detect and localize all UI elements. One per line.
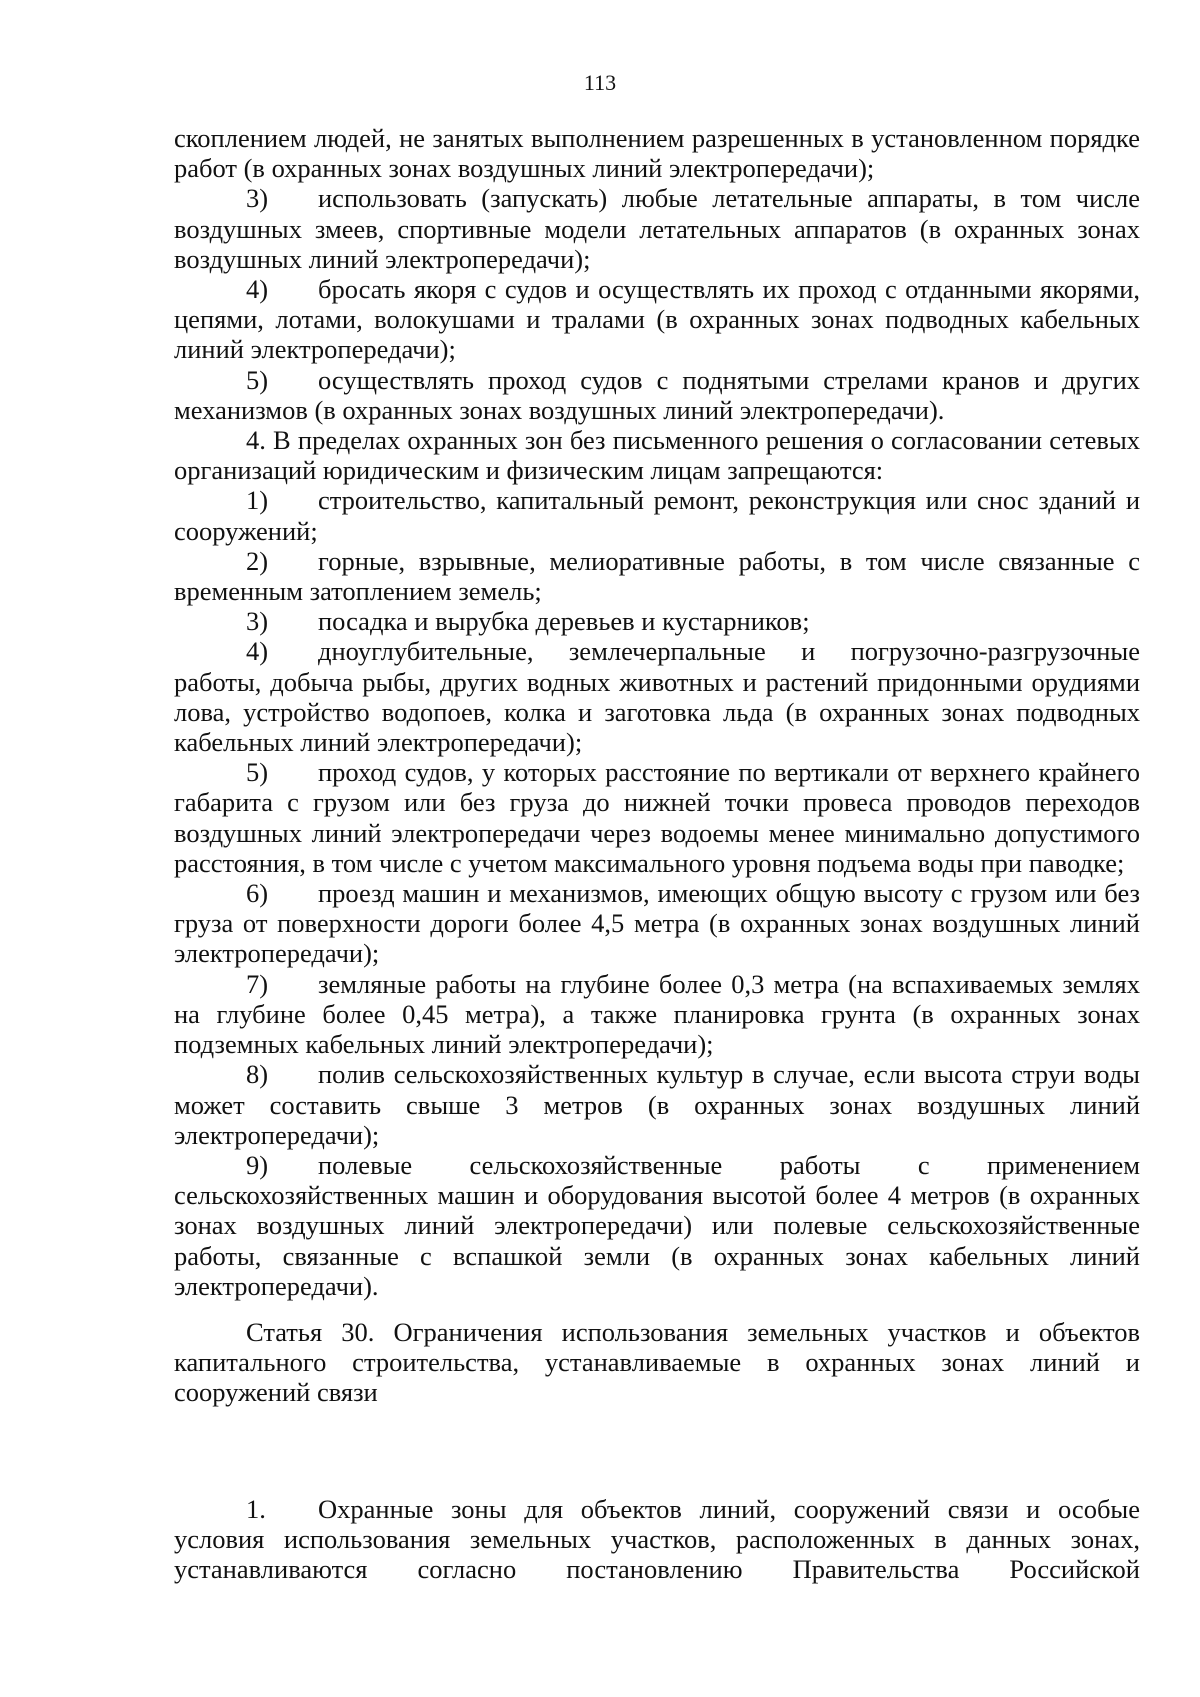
document-body (174, 123, 1140, 1585)
list-item-text: проход судов, у которых расстояние по вертикали от верхнего крайнего габарита с грузом или без груза до нижней точки провеса проводов переходов воздушных линий электропередачи через водоемы менее минимально допустимого расстояния, в том числе с учетом максимального уровня подъема воды при паводке; (174, 757, 1140, 878)
list-item (174, 274, 1140, 365)
list-item (174, 606, 1140, 636)
list-item (174, 546, 1140, 606)
intro-paragraph: скоплением людей, не занятых выполнением разрешенных в установленном порядке работ (в охранных зонах воздушных линий электропередачи); (174, 123, 1140, 184)
article-item-number: 1. (246, 1494, 266, 1525)
list-item-number: 3) (246, 183, 269, 214)
list-item (174, 365, 1140, 425)
list-item (174, 1150, 1140, 1301)
list-item (174, 1059, 1140, 1150)
list-item-text: осуществлять проход судов с поднятыми стрелами кранов и других механизмов (в охранных зонах воздушных линий электропередачи). (174, 364, 1140, 425)
list-item-number: 5) (246, 364, 269, 395)
list-item-number: 7) (246, 968, 269, 999)
list-item-number: 3) (246, 606, 269, 637)
prohibitions-list-a (174, 183, 1140, 425)
list-item-text: дноуглубительные, землечерпальные и погрузочно-разгрузочные работы, добыча рыбы, других водных животных и растений придонными орудиями лова, устройство водопоев, колка и заготовка льда (в охранных зонах подводных кабельных линий электропередачи); (174, 636, 1140, 758)
page-number: 113 (583, 70, 617, 95)
prohibitions-list-b (174, 485, 1140, 1300)
list-item-number: 4) (246, 274, 269, 305)
list-item-text: посадка и вырубка деревьев и кустарников; (318, 606, 810, 637)
list-item-text: использовать (запускать) любые летательные аппараты, в том числе воздушных змеев, спортивные модели летательных аппаратов (в охранных зонах воздушных линий электропередачи); (174, 183, 1140, 274)
list-item-text: горные, взрывные, мелиоративные работы, в том числе связанные с временным затоплением земель; (174, 545, 1140, 607)
article-heading: Статья 30. Ограничения использования земельных участков и объектов капитального строительства, устанавливаемые в охранных зонах линий и сооружений связи (174, 1316, 1140, 1408)
list-item-number: 5) (246, 757, 269, 788)
list-item-number: 8) (246, 1059, 269, 1090)
article-item-text: Охранные зоны для объектов линий, сооружений связи и особые условия использования земельных участков, расположенных в данных зонах, устанавливаются согласно постановлению Правительства Российской (174, 1494, 1140, 1585)
list-item-text: строительство, капитальный ремонт, реконструкция или снос зданий и сооружений; (174, 485, 1140, 546)
list-item-number: 6) (246, 878, 269, 909)
list-item-text: полевые сельскохозяйственные работы с применением сельскохозяйственных машин и оборудования высотой более 4 метров (в охранных зонах воздушных линий электропередачи) или полевые сельскохозяйственные работы, связанные с вспашкой земли (в охранных зонах кабельных линий электропередачи). (174, 1149, 1140, 1301)
list-item-number: 4) (246, 636, 269, 667)
list-item (174, 636, 1140, 757)
list-item-text: бросать якоря с судов и осуществлять их проход с отданными якорями, цепями, лотами, волокушами и тралами (в охранных зонах подводных кабельных линий электропередачи); (174, 274, 1140, 365)
list-item-text: полив сельскохозяйственных культур в случае, если высота струи воды может составить свыше 3 метров (в охранных зонах воздушных линий электропередачи); (174, 1059, 1140, 1150)
list-item (174, 878, 1140, 969)
list-item-number: 2) (246, 545, 269, 576)
list-item-text: проезд машин и механизмов, имеющих общую высоту с грузом или без груза от поверхности дороги более 4,5 метра (в охранных зонах воздушных линий электропередачи); (174, 878, 1140, 969)
list-item-number: 1) (246, 485, 269, 516)
list-item (174, 183, 1140, 274)
list-item-number: 9) (246, 1149, 269, 1180)
list-item (174, 485, 1140, 545)
article-item (174, 1494, 1140, 1585)
list-item-text: земляные работы на глубине более 0,3 метра (на вспахиваемых землях на глубине более 0,45 метра), а также планировка грунта (в охранных зонах подземных кабельных линий электропередачи); (174, 968, 1140, 1060)
list-item (174, 969, 1140, 1060)
list-item (174, 757, 1140, 878)
section-spacer (174, 1434, 1140, 1494)
clause-4-paragraph: 4. В пределах охранных зон без письменного решения о согласовании сетевых организаций юридическим и физическим лицам запрещаются: (174, 425, 1140, 486)
